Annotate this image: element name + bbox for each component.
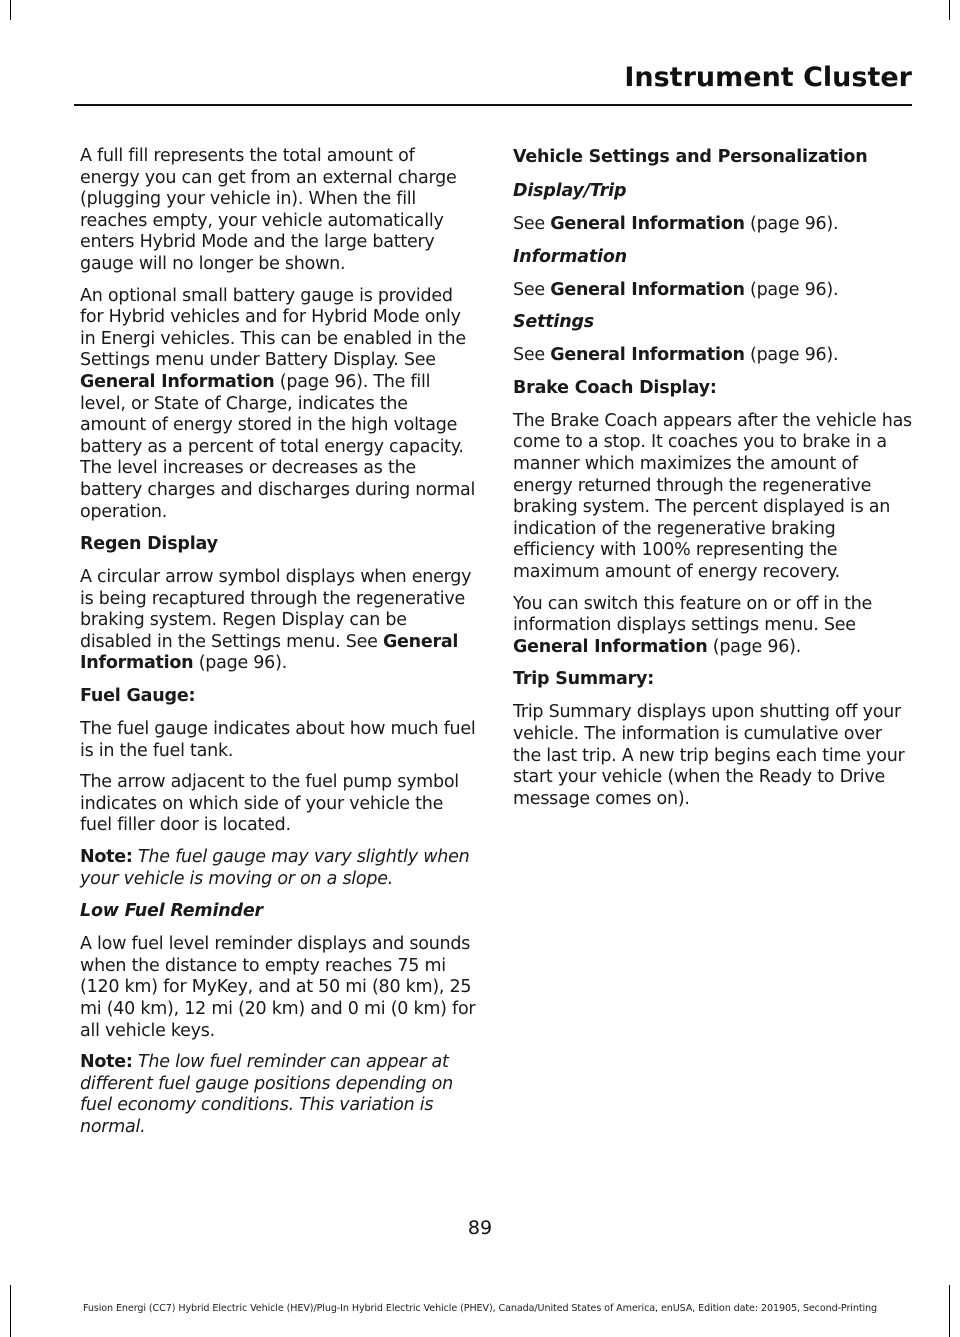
- left-column: [80, 146, 479, 1149]
- general-information-link[interactable]: General Information: [550, 279, 745, 300]
- information-reference: See General Information (page 96).: [513, 279, 839, 300]
- edition-footer: Fusion Energi (CC7) Hybrid Electric Vehicle (HEV)/Plug-In Hybrid Electric Vehicle (PHEV), Canada/United States of America, enUSA, Edition date: 201905, Second-Printing: [82, 1303, 878, 1314]
- page-number: 89: [467, 1217, 493, 1239]
- display-trip-reference: See General Information (page 96).: [513, 214, 839, 234]
- crop-mark-top-right: [949, 0, 950, 20]
- general-information-link[interactable]: General Information: [513, 636, 708, 657]
- information-heading: Information: [513, 246, 627, 267]
- battery-fill-paragraph: A full fill represents the total amount of energy you can get from an external charge (plugging your vehicle in). When the fill reaches empty, your vehicle automatically enters Hybrid Mode and the large battery gauge will no longer be shown.: [80, 146, 457, 274]
- general-information-link[interactable]: General Information: [80, 631, 459, 674]
- brake-coach-settings-paragraph: You can switch this feature on or off in the information displays settings menu. See General Information (page 96).: [513, 593, 873, 657]
- fuel-gauge-paragraph: The fuel gauge indicates about how much fuel is in the fuel tank.: [80, 719, 476, 761]
- note-label: Note:: [80, 847, 133, 868]
- regen-display-heading: Regen Display: [80, 534, 218, 555]
- display-trip-heading: Display/Trip: [513, 181, 627, 201]
- trip-summary-paragraph: Trip Summary displays upon shutting off your vehicle. The information is cumulative over the last trip. A new trip begins each time your start your vehicle (when the Ready to Drive message comes on).: [513, 702, 905, 809]
- general-information-link[interactable]: General Information: [550, 345, 745, 366]
- low-fuel-reminder-paragraph: A low fuel level reminder displays and sounds when the distance to empty reaches 75 mi (120 km) for MyKey, and at 50 mi (80 km), 25 mi (40 km), 12 mi (20 km) and 0 mi (0 km) for all vehicle keys.: [80, 934, 476, 1041]
- trip-summary-heading: Trip Summary:: [513, 669, 655, 690]
- crop-mark-top-left: [10, 0, 11, 20]
- fuel-gauge-note: Note: The fuel gauge may vary slightly when your vehicle is moving or on a slope.: [80, 847, 470, 889]
- general-information-link[interactable]: General Information: [550, 214, 745, 234]
- vehicle-settings-heading: Vehicle Settings and Personalization: [513, 147, 868, 167]
- low-fuel-reminder-note: Note: The low fuel reminder can appear at different fuel gauge positions depending on fuel economy conditions. This variation is normal.: [80, 1052, 453, 1137]
- fuel-gauge-heading: Fuel Gauge:: [80, 686, 196, 707]
- note-label: Note:: [80, 1052, 133, 1073]
- brake-coach-heading: Brake Coach Display:: [513, 377, 717, 398]
- fuel-pump-arrow-paragraph: The arrow adjacent to the fuel pump symbol indicates on which side of your vehicle the fuel filler door is located.: [80, 772, 459, 836]
- settings-reference: See General Information (page 96).: [513, 345, 839, 366]
- low-fuel-reminder-heading: Low Fuel Reminder: [80, 901, 263, 922]
- regen-display-paragraph: A circular arrow symbol displays when energy is being recaptured through the regenerative braking system. Regen Display can be disabled in the Settings menu. See General Information (page 96).: [80, 567, 472, 674]
- header-divider: [74, 104, 912, 106]
- page-title: Instrument Cluster: [624, 62, 912, 93]
- general-information-link[interactable]: General Information: [80, 371, 275, 392]
- brake-coach-paragraph: The Brake Coach appears after the vehicle has come to a stop. It coaches you to brake in a manner which maximizes the amount of energy returned through the regenerative braking system. The percent displayed is an indication of the regenerative braking efficiency with 100% representing the maximum amount of energy recovery.: [513, 410, 912, 582]
- right-column: [513, 146, 912, 820]
- small-battery-gauge-paragraph: An optional small battery gauge is provided for Hybrid vehicles and for Hybrid Mode only in Energi vehicles. This can be enabled in the Settings menu under Battery Display. See General Information (page 96). The fill level, or State of Charge, indicates the amount of energy stored in the high voltage battery as a percent of total energy capacity. The level increases or decreases as the battery charges and discharges during normal operation.: [80, 285, 476, 522]
- settings-heading: Settings: [513, 312, 595, 333]
